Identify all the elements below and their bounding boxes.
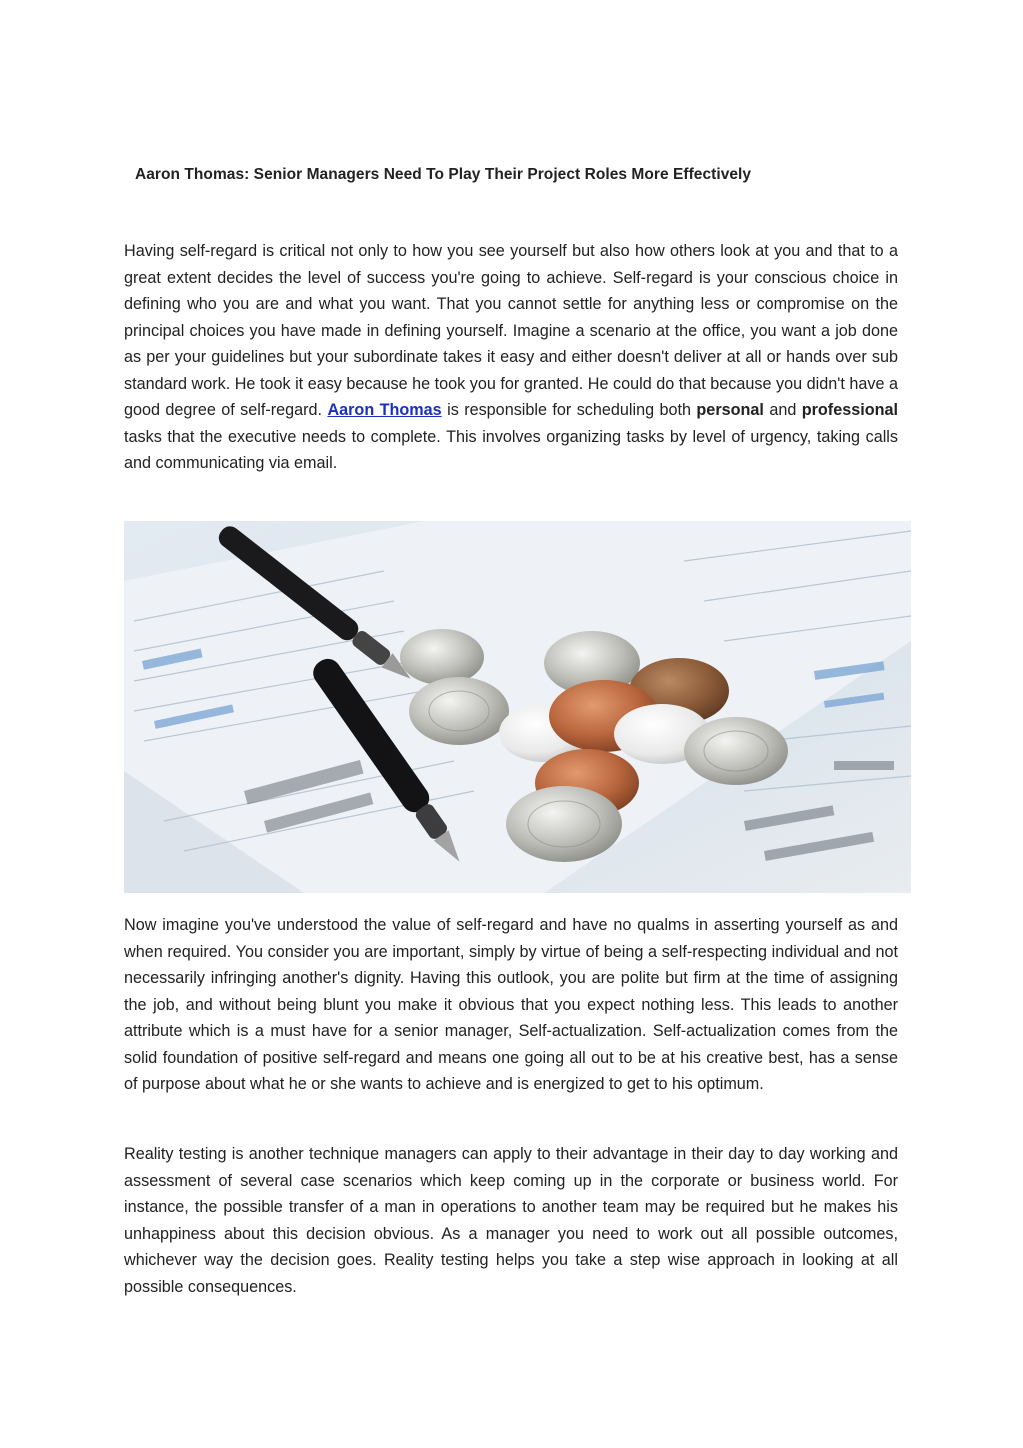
paragraph1-text-end: tasks that the executive needs to complete. This involves organizing tasks by level of urgency, taking calls and communicating via email.	[124, 427, 898, 472]
document-title: Aaron Thomas: Senior Managers Need To Play Their Project Roles More Effectively	[135, 166, 752, 183]
paragraph1-text-after-link: is responsible for scheduling both	[441, 401, 697, 419]
bold-professional: professional	[801, 401, 898, 419]
aaron-thomas-link[interactable]: Aaron Thomas	[327, 401, 442, 419]
coins-and-pens-on-paperwork-photo	[124, 521, 911, 893]
paragraph-reality-testing: Reality testing is another technique managers can apply to their advantage in their day to day working and assessment of several case scenarios which keep coming up in the corporate or business world. For instance, the possible transfer of a man in operations to another team may be required but he makes his unhappiness about this decision obvious. As a manager you need to work out all possible outcomes, whichever way the decision goes. Reality testing helps you take a step wise approach in looking at all possible consequences.	[124, 1145, 898, 1296]
paragraph1-text-mid: and	[763, 401, 802, 419]
bold-personal: personal	[696, 401, 764, 419]
paragraph1-text: Having self-regard is critical not only to how you see yourself but also how others look at you and that to a great extent decides the level of success you're going to achieve. Self-regard is your conscious choice in defining who you are and what you want. That you cannot settle for anything less or compromise on the principal choices you have made in defining yourself. Imagine a scenario at the office, you want a job done as per your guidelines but your subordinate takes it easy and either doesn't deliver at all or hands over sub standard work. He took it easy because he took you for granted. He could do that because you didn't have a good degree of self-regard.	[124, 242, 898, 419]
paragraph-self-regard	[124, 238, 898, 477]
paragraph-self-actualization: Now imagine you've understood the value of self-regard and have no qualms in asserting yourself as and when required. You consider you are important, simply by virtue of being a self-respecting individual and not necessarily infringing another's dignity. Having this outlook, you are polite but firm at the time of assigning the job, and without being blunt you make it obvious that you expect nothing less. This leads to another attribute which is a must have for a senior manager, Self-actualization. Self-actualization comes from the solid foundation of positive self-regard and means one going all out to be at his creative best, has a sense of purpose about what he or she wants to achieve and is energized to get to his optimum.	[124, 916, 898, 1093]
